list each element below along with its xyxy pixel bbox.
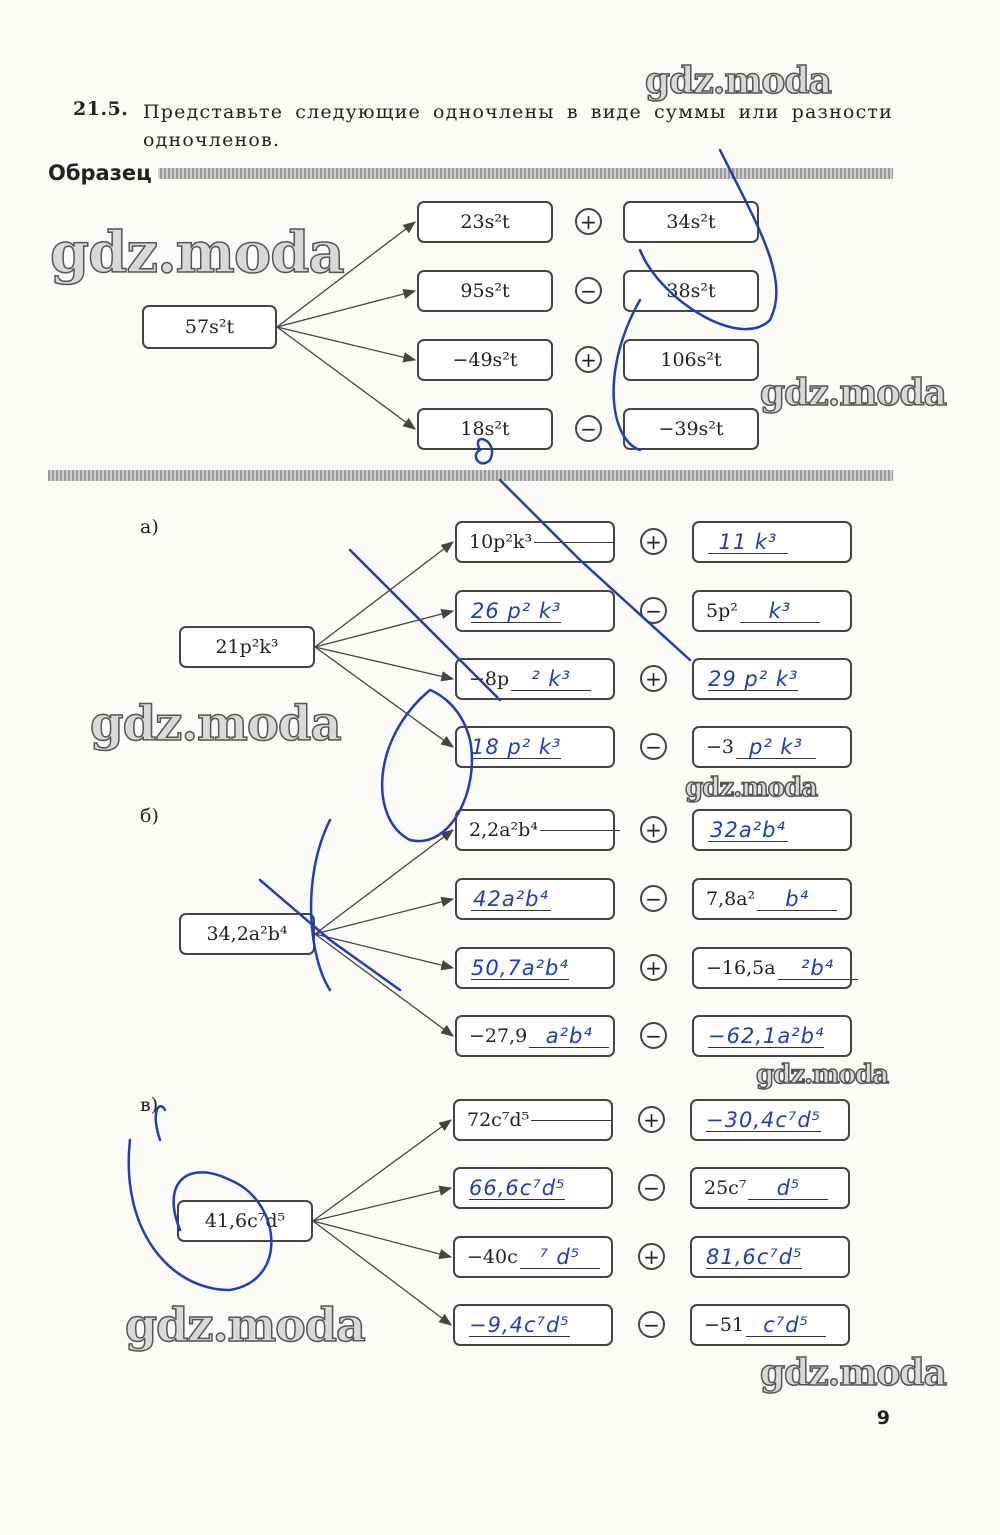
- operator-sign: +: [575, 346, 602, 373]
- handwritten-answer: 32a²b⁴: [708, 819, 788, 842]
- handwritten-answer: c⁷d⁵: [746, 1314, 826, 1337]
- handwritten-answer: ⁷ d⁵: [520, 1246, 600, 1269]
- handwritten-answer: b⁴: [757, 888, 837, 911]
- operator-sign: −: [575, 277, 602, 304]
- part-source-box: 34,2a²b⁴: [179, 913, 315, 955]
- operator-sign: −: [638, 1311, 665, 1338]
- operator-sign: −: [640, 885, 667, 912]
- operator-sign: −: [640, 733, 667, 760]
- sample-right-box: 106s²t: [623, 339, 759, 381]
- answer-right-box: [692, 658, 852, 700]
- sample-label: Образец: [48, 161, 158, 185]
- answer-left-box: [453, 1236, 613, 1278]
- printed-term: 10p²k³: [469, 531, 533, 553]
- connector-arrow: [315, 899, 453, 934]
- part-source-box: 21p²k³: [179, 626, 315, 668]
- connector-arrow: [313, 1188, 451, 1221]
- connector-arrow: [277, 291, 415, 327]
- operator-sign: −: [638, 1174, 665, 1201]
- answer-left-box: [455, 947, 615, 989]
- part-label: в): [140, 1094, 159, 1116]
- handwritten-answer: d⁵: [748, 1177, 828, 1200]
- answer-left-box: [453, 1167, 613, 1209]
- answer-right-box: [690, 1304, 850, 1346]
- handwritten-answer: a²b⁴: [529, 1025, 609, 1048]
- handwritten-answer: 11 k³: [708, 531, 788, 554]
- part-label: б): [140, 805, 159, 827]
- handwritten-answer: 66,6c⁷d⁵: [469, 1175, 566, 1200]
- answer-left-box: [453, 1304, 613, 1346]
- connector-arrow: [315, 611, 453, 647]
- handwritten-answer: 26 p² k³: [471, 598, 562, 623]
- answer-left-box: [455, 809, 615, 851]
- operator-sign: +: [638, 1243, 665, 1270]
- part-source-box: 41,6c⁷d⁵: [177, 1200, 313, 1242]
- handwritten-answer: −30,4c⁷d⁵: [706, 1107, 822, 1132]
- sample-left-box: −49s²t: [417, 339, 553, 381]
- connector-arrow: [315, 647, 453, 679]
- connector-arrow: [315, 934, 453, 1036]
- watermark: gdz.moda: [756, 1060, 889, 1090]
- connector-arrow: [315, 934, 453, 968]
- handwritten-answer: −9,4c⁷d⁵: [469, 1312, 570, 1337]
- answer-right-box: [692, 947, 852, 989]
- handwritten-answer: −62,1a²b⁴: [708, 1023, 825, 1048]
- operator-sign: +: [640, 816, 667, 843]
- watermark: gdz.moda: [760, 1352, 946, 1394]
- watermark: gdz.moda: [685, 773, 818, 803]
- connector-arrow: [313, 1120, 451, 1221]
- answer-right-box: [692, 726, 852, 768]
- answer-left-box: [455, 726, 615, 768]
- answer-right-box: [692, 809, 852, 851]
- printed-term: −3: [706, 736, 735, 758]
- operator-sign: +: [638, 1106, 665, 1133]
- sample-left-box: 18s²t: [417, 408, 553, 450]
- printed-term: 72c⁷d⁵: [467, 1109, 530, 1131]
- watermark: gdz.moda: [760, 372, 946, 414]
- handwritten-answer: ²b⁴: [778, 957, 858, 980]
- answer-right-box: [692, 590, 852, 632]
- sample-right-box: 38s²t: [623, 270, 759, 312]
- connector-arrow: [313, 1221, 451, 1257]
- watermark: gdz.moda: [645, 60, 831, 102]
- handwritten-answer: k³: [740, 600, 820, 623]
- handwritten-answer: [534, 542, 614, 543]
- watermark: gdz.moda: [90, 696, 341, 752]
- task-number: 21.5.: [73, 98, 129, 120]
- handwritten-answer: [540, 830, 620, 831]
- handwritten-answer: 50,7a²b⁴: [471, 955, 569, 980]
- sample-left-box: 95s²t: [417, 270, 553, 312]
- answer-right-box: [690, 1167, 850, 1209]
- printed-term: −51: [704, 1314, 745, 1336]
- printed-term: −16,5a: [706, 957, 776, 979]
- printed-term: 7,8a²: [706, 888, 756, 910]
- page-number: 9: [876, 1407, 890, 1429]
- printed-term: 2,2a²b⁴: [469, 819, 538, 841]
- answer-left-box: [455, 878, 615, 920]
- answer-left-box: [455, 658, 615, 700]
- operator-sign: −: [640, 1022, 667, 1049]
- answer-left-box: [453, 1099, 613, 1141]
- operator-sign: −: [640, 597, 667, 624]
- watermark: gdz.moda: [125, 1298, 365, 1352]
- printed-term: −40c: [467, 1246, 518, 1268]
- operator-sign: +: [640, 528, 667, 555]
- connector-arrow: [277, 327, 415, 429]
- handwritten-answer: p² k³: [736, 736, 816, 759]
- sample-right-box: 34s²t: [623, 201, 759, 243]
- sample-left-box: 23s²t: [417, 201, 553, 243]
- answer-right-box: [692, 521, 852, 563]
- answer-left-box: [455, 590, 615, 632]
- answer-right-box: [690, 1236, 850, 1278]
- operator-sign: −: [575, 415, 602, 442]
- answer-left-box: [455, 521, 615, 563]
- printed-term: 5p²: [706, 600, 738, 622]
- task-text: Представьте следующие одночлены в виде суммы или разности одночленов.: [143, 101, 893, 151]
- answer-right-box: [690, 1099, 850, 1141]
- answer-right-box: [692, 878, 852, 920]
- handwritten-answer: 18 p² k³: [471, 734, 562, 759]
- connector-arrow: [315, 542, 453, 647]
- handwritten-answer: 29 p² k³: [708, 666, 799, 691]
- sample-source-box: 57s²t: [142, 305, 277, 349]
- operator-sign: +: [575, 208, 602, 235]
- connector-arrow: [315, 830, 453, 934]
- watermark: gdz.moda: [50, 220, 344, 286]
- connector-arrow: [277, 327, 415, 360]
- printed-term: −27,9: [469, 1025, 528, 1047]
- answer-left-box: [455, 1015, 615, 1057]
- printed-term: 25c⁷: [704, 1177, 747, 1199]
- handwritten-answer: ² k³: [511, 668, 591, 691]
- operator-sign: +: [640, 954, 667, 981]
- part-label: а): [140, 516, 159, 538]
- handwritten-answer: 42a²b⁴: [471, 888, 551, 911]
- handwritten-answer: [531, 1120, 611, 1121]
- sample-right-box: −39s²t: [623, 408, 759, 450]
- printed-term: −8p: [469, 668, 510, 690]
- answer-right-box: [692, 1015, 852, 1057]
- operator-sign: +: [640, 665, 667, 692]
- handwritten-answer: 81,6c⁷d⁵: [706, 1244, 803, 1269]
